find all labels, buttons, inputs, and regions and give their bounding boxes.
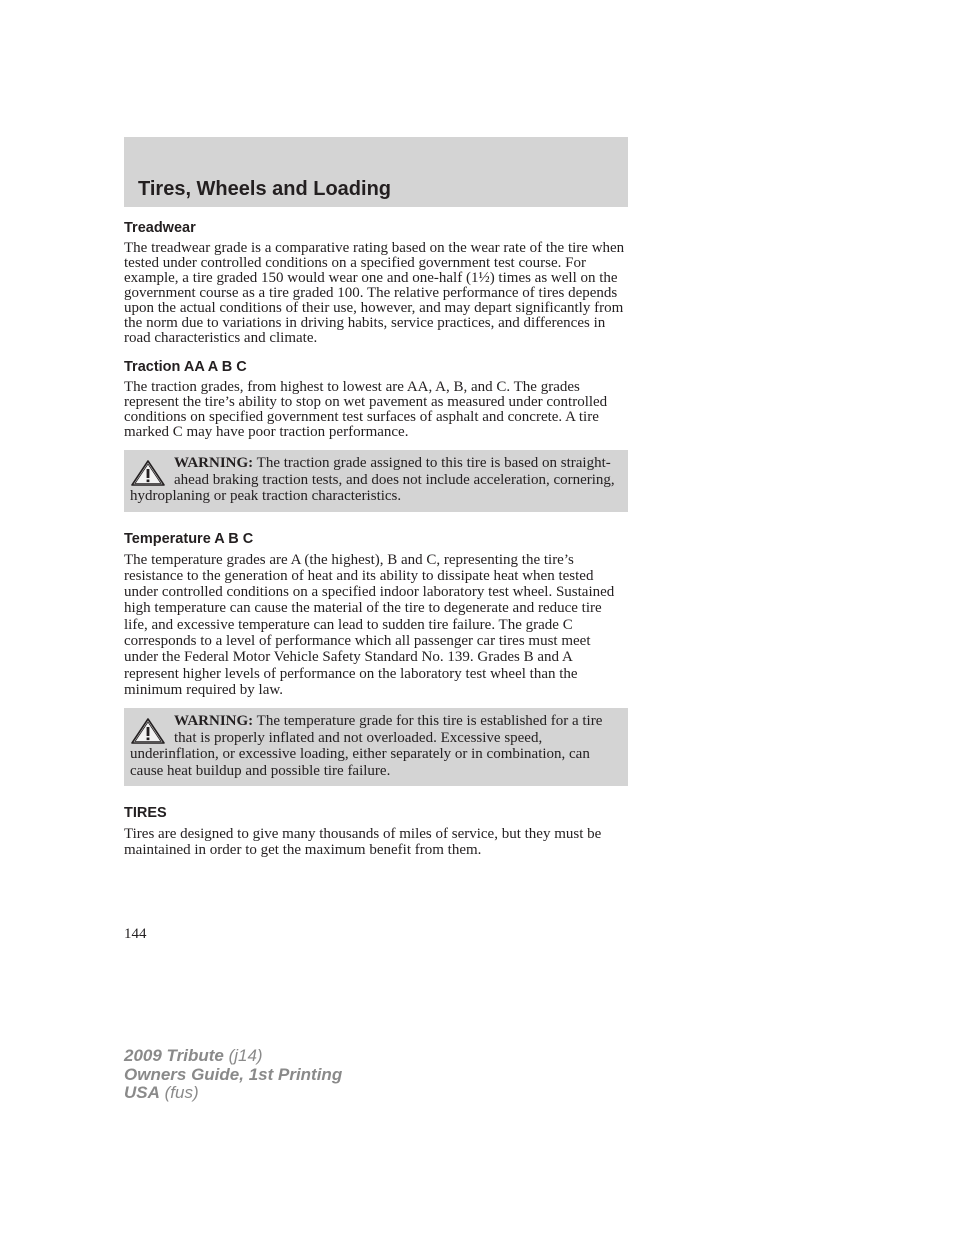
print-footer [124,1047,342,1103]
temperature-warning-box [124,708,628,786]
treadwear-paragraph: The treadwear grade is a comparative rating based on the wear rate of the tire when tested under controlled conditions on a specified government test course. For example, a tire graded 150 would wear one and one-half (1½) times as well on the government course as a tire graded 100. The relative performance of tires depends upon the actual conditions of their use, however, and may depart significantly from the norm due to variations in driving habits, service practices, and differences in road characteristics and climate. [124,240,625,346]
page-title: Tires, Wheels and Loading [138,178,392,200]
treadwear-heading: Treadwear [124,220,196,236]
traction-heading: Traction AA A B C [124,359,247,375]
traction-paragraph: The traction grades, from highest to lowest are AA, A, B, and C. The grades represent the tire’s ability to stop on wet pavement as measured under controlled conditions on specified government test surfaces of asphalt and concrete. A tire marked C may have poor traction performance. [124,379,608,440]
warning-label: WARNING: [174,455,254,471]
footer-line-region: USA (fus) [124,1083,199,1102]
tires-heading: TIRES [124,805,167,822]
main-content [124,220,628,858]
warning-text: The traction grade assigned to this tire is based on straight-ahead braking traction tests, and does not include acceleration, cornering, hydroplaning or peak traction characteristics. [130,455,615,504]
warning-triangle-icon [130,717,166,745]
page-number: 144 [124,926,147,942]
tires-paragraph: Tires are designed to give many thousands of miles of service, but they must be maintained in order to get the maximum benefit from them. [124,826,602,859]
warning-label: WARNING: [174,713,254,730]
temperature-paragraph: The temperature grades are A (the highest), B and C, representing the tire’s resistance to the generation of heat and its ability to dissipate heat when tested under controlled conditions on a specified indoor laboratory test wheel. Sustained high temperature can cause the material of the tire to degenerate and reduce tire life, and excessive temperature can lead to sudden tire failure. The grade C corresponds to a level of performance which all passenger car tires must meet under the Federal Motor Vehicle Safety Standard No. 139. Grades B and A represent higher levels of performance on the laboratory test wheel than the minimum required by law. [124,551,615,698]
temperature-heading: Temperature A B C [124,530,254,547]
traction-warning-box [124,450,628,512]
section-header-bar [124,137,628,207]
warning-text: The temperature grade for this tire is established for a tire that is properly inflated and not overloaded. Excessive speed, underinflation, or excessive loading, either separately or in combination, can cause heat buildup and possible tire failure. [130,713,603,779]
footer-line-model: 2009 Tribute (j14) [124,1046,263,1065]
warning-triangle-icon [130,459,166,487]
footer-line-guide: Owners Guide, 1st Printing [124,1064,343,1084]
